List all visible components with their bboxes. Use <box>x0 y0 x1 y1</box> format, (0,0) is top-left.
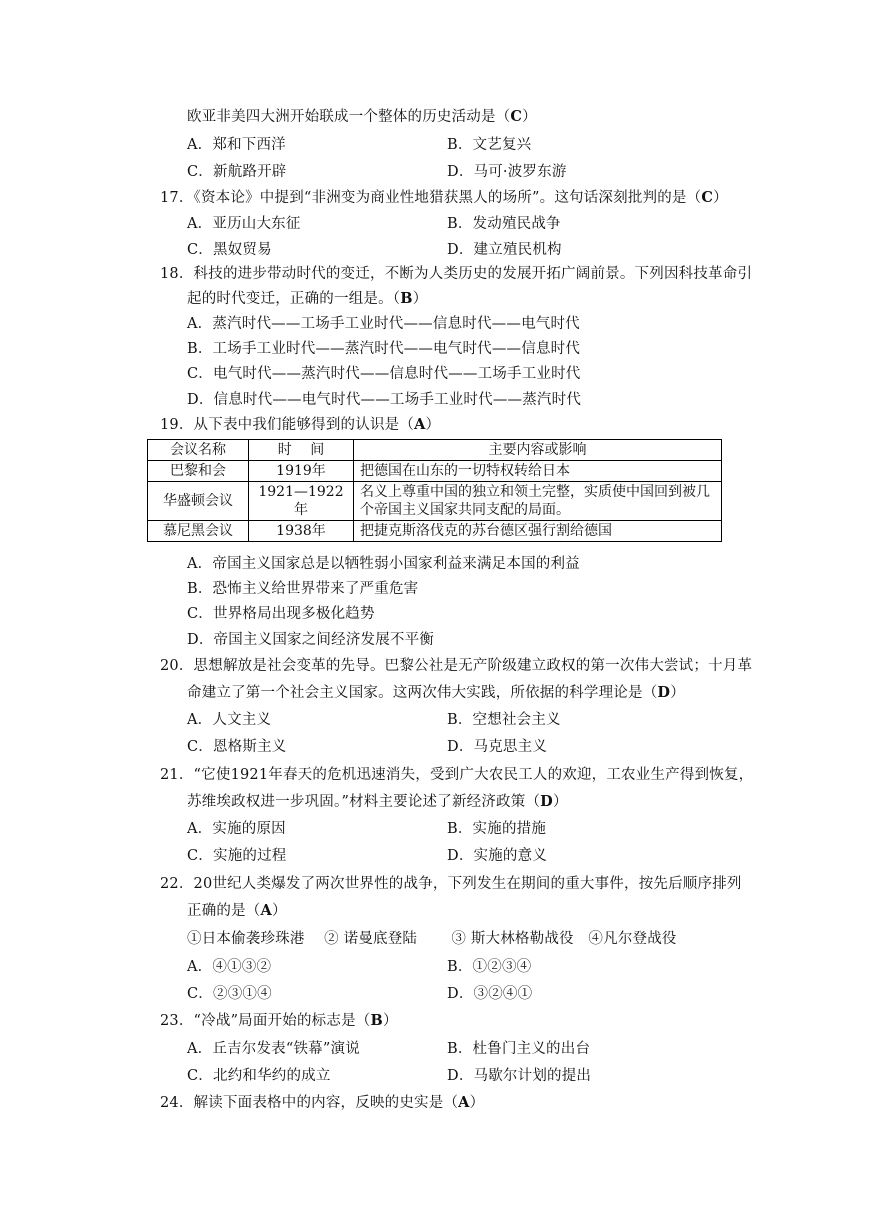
question-line <box>160 657 752 675</box>
line-text: C．北约和华约的成立 <box>187 1068 331 1084</box>
line-text: 19．从下表中我们能够得到的认识是（ <box>160 417 415 433</box>
line-text: A．④①③② <box>187 959 272 975</box>
cell-conference: 华盛顿会议 <box>148 482 249 521</box>
line-text: B．①②③④ <box>447 959 532 975</box>
option-line <box>447 738 547 756</box>
option-line <box>187 711 271 729</box>
option-line <box>187 1040 360 1058</box>
option-line <box>447 985 532 1003</box>
line-text: C．世界格局出现多极化趋势 <box>187 606 375 622</box>
option-line <box>447 820 546 838</box>
line-text: A．人文主义 <box>187 712 272 728</box>
line-text: A．郑和下西洋 <box>187 137 286 153</box>
option-line <box>187 365 581 383</box>
line-text: 苏维埃政权进一步巩固。”材料主要论述了新经济政策（ <box>187 794 541 810</box>
option-line <box>187 555 580 573</box>
answer-letter: A <box>414 416 426 433</box>
closing-paren: ） <box>713 190 728 206</box>
table-row <box>148 461 722 482</box>
option-line <box>187 958 271 976</box>
question-line <box>160 1094 484 1112</box>
option-line <box>447 241 562 259</box>
line-text: B．实施的措施 <box>447 821 547 837</box>
line-text: C．新航路开辟 <box>187 164 287 180</box>
table-row <box>148 482 722 521</box>
line-text: 17．《资本论》中提到“非洲变为商业性地猎获黑人的场所”。这句话深刻批判的是（ <box>160 190 702 206</box>
line-text: A．蒸汽时代——工场手工业时代——信息时代——电气时代 <box>187 316 580 332</box>
line-text: ①日本偷袭珍珠港 ② 诺曼底登陆 ③ 斯大林格勒战役 ④凡尔登战役 <box>187 931 677 947</box>
line-text: A．帝国主义国家总是以牺牲弱小国家利益来满足本国的利益 <box>187 556 580 572</box>
line-text: D．信息时代——电气时代——工场手工业时代——蒸汽时代 <box>187 392 582 408</box>
answer-letter: A <box>458 1094 470 1111</box>
conference-table <box>147 439 722 542</box>
closing-paren: ） <box>552 794 568 810</box>
line-text: B．杜鲁门主义的出台 <box>447 1041 591 1057</box>
line-text: B．恐怖主义给世界带来了严重危害 <box>187 581 419 597</box>
cell-content: 把德国在山东的一切特权转给日本 <box>354 461 722 482</box>
option-line <box>447 711 561 729</box>
question-line <box>160 416 440 434</box>
option-line <box>447 847 547 865</box>
question-line <box>160 189 728 207</box>
table-header-row <box>148 440 722 461</box>
header-time: 时 间 <box>249 440 354 461</box>
line-text: C．实施的过程 <box>187 848 287 864</box>
cell-content: 把捷克斯洛伐克的苏台德区强行割给德国 <box>354 521 722 542</box>
line-text: 命建立了第一个社会主义国家。这两次伟大实践，所依据的科学理论是（ <box>187 685 658 701</box>
cell-conference: 巴黎和会 <box>148 461 249 482</box>
option-line <box>187 631 434 649</box>
closing-paren: ） <box>271 903 287 919</box>
line-text: 正确的是（ <box>187 903 261 919</box>
option-line <box>187 315 580 333</box>
option-line <box>187 163 287 181</box>
closing-paren: ） <box>382 1013 398 1029</box>
line-text: B．文艺复兴 <box>447 137 532 153</box>
question-line <box>160 875 742 893</box>
line-text: D．帝国主义国家之间经济发展不平衡 <box>187 632 435 648</box>
line-text: A．实施的原因 <box>187 821 286 837</box>
continuation-line <box>187 108 537 126</box>
option-line <box>187 340 580 358</box>
option-line <box>447 1040 590 1058</box>
option-line <box>447 1067 591 1085</box>
line-text: B．发动殖民战争 <box>447 216 561 232</box>
option-line <box>187 136 286 154</box>
closing-paren: ） <box>469 1095 485 1111</box>
option-line <box>187 1067 331 1085</box>
line-text: A．丘吉尔发表“铁幕”演说 <box>187 1041 360 1057</box>
line-text: C．恩格斯主义 <box>187 739 287 755</box>
line-text: B．工场手工业时代——蒸汽时代——电气时代——信息时代 <box>187 341 581 357</box>
cell-time: 1938年 <box>249 521 354 542</box>
answer-letter: A <box>260 902 272 919</box>
option-line <box>187 215 301 233</box>
line-text: A．亚历山大东征 <box>187 216 301 232</box>
closing-paren: ） <box>670 685 685 701</box>
answer-letter: C <box>510 108 523 125</box>
option-line <box>187 930 677 948</box>
line-text: 22．20世纪人类爆发了两次世界性的战争，下列发生在期间的重大事件，按先后顺序排列 <box>160 876 742 892</box>
answer-letter: D <box>657 684 671 701</box>
line-text: 21．“它使1921年春天的危机迅速消失，受到广大农民工人的欢迎，工农业生产得到恢复， <box>160 767 754 783</box>
question-line <box>160 766 753 784</box>
line-text: 起的时代变迁，正确的一组是。（ <box>187 291 401 307</box>
line-text: 欧亚非美四大洲开始联成一个整体的历史活动是（ <box>187 109 511 125</box>
line-text: D．建立殖民机构 <box>447 242 562 258</box>
option-line <box>447 136 531 154</box>
line-text: D．马可·波罗东游 <box>447 164 567 180</box>
closing-paren: ） <box>522 109 537 125</box>
line-text: D．马克思主义 <box>447 739 548 755</box>
line-text: C．黑奴贸易 <box>187 242 272 258</box>
cell-time: 1919年 <box>249 461 354 482</box>
option-line <box>187 241 272 259</box>
line-text: C．②③①④ <box>187 986 272 1002</box>
option-line <box>187 391 581 409</box>
cell-time: 1921—1922年 <box>249 482 354 521</box>
line-text: 18．科技的进步带动时代的变迁，不断为人类历史的发展开拓广阔前景。下列因科技革命引 <box>160 266 753 282</box>
continuation-line <box>187 290 427 308</box>
option-line <box>447 215 561 233</box>
header-content: 主要内容或影响 <box>354 440 722 461</box>
line-text: 24．解读下面表格中的内容，反映的史实是（ <box>160 1095 459 1111</box>
answer-letter: B <box>400 290 413 307</box>
closing-paren: ） <box>412 291 428 307</box>
line-text: D．马歇尔计划的提出 <box>447 1068 592 1084</box>
answer-letter: D <box>540 793 553 810</box>
line-text: 23．“冷战”局面开始的标志是（ <box>160 1013 371 1029</box>
continuation-line <box>187 684 685 702</box>
option-line <box>187 580 418 598</box>
option-line <box>447 163 567 181</box>
header-conference: 会议名称 <box>148 440 249 461</box>
option-line <box>187 605 375 623</box>
line-text: 20．思想解放是社会变革的先导。巴黎公社是无产阶级建立政权的第一次伟大尝试；十月革 <box>160 658 753 674</box>
cell-conference: 慕尼黑会议 <box>148 521 249 542</box>
option-line <box>187 820 286 838</box>
option-line <box>187 985 272 1003</box>
cell-content: 名义上尊重中国的独立和领土完整，实质使中国回到被几个帝国主义国家共同支配的局面。 <box>354 482 722 521</box>
continuation-line <box>187 902 287 920</box>
line-text: D．③②④① <box>447 986 533 1002</box>
answer-letter: B <box>370 1012 383 1029</box>
line-text: B．空想社会主义 <box>447 712 561 728</box>
continuation-line <box>187 793 568 811</box>
question-line <box>160 1012 398 1030</box>
option-line <box>187 847 287 865</box>
answer-letter: C <box>701 189 714 206</box>
closing-paren: ） <box>425 417 441 433</box>
question-line <box>160 265 752 283</box>
option-line <box>447 958 531 976</box>
table-row <box>148 521 722 542</box>
option-line <box>187 738 287 756</box>
line-text: D．实施的意义 <box>447 848 548 864</box>
line-text: C．电气时代——蒸汽时代——信息时代——工场手工业时代 <box>187 366 581 382</box>
